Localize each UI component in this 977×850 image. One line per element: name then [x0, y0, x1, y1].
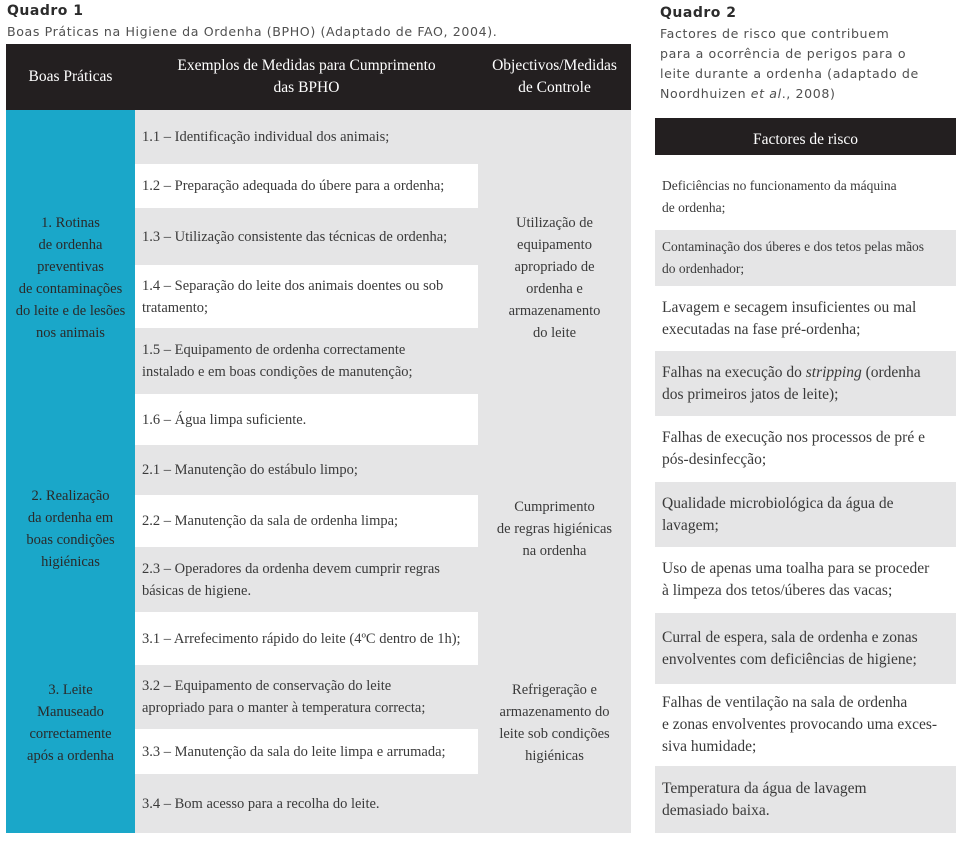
example-1-3: 1.3 – Utilização consistente das técnicas de ordenha;: [135, 208, 478, 265]
example-2-3: 2.3 – Operadores da ordenha devem cumprir regras básicas de higiene.: [135, 547, 478, 612]
example-2-1: 2.1 – Manutenção do estábulo limpo;: [135, 445, 478, 495]
header-exemplos: Exemplos de Medidas para Cumprimento das BPHO: [135, 44, 478, 110]
risk-9: Falhas de ventilação na sala de ordenha e zonas envolventes provocando uma exces- siva humidade;: [655, 684, 956, 766]
quadro1-caption: Boas Práticas na Higiene da Ordenha (BPHO) (Adaptado de FAO, 2004).: [7, 24, 498, 39]
practice-cell-3: 3. Leite Manuseado correctamente após a ordenha: [6, 612, 135, 833]
header-objectivos: Objectivos/Medidas de Controle: [478, 44, 631, 110]
risk-7: Uso de apenas uma toalha para se proceder à limpeza dos tetos/úberes das vacas;: [655, 547, 956, 613]
risk-6: Qualidade microbiológica da água de lavagem;: [655, 482, 956, 547]
example-1-1: 1.1 – Identificação individual dos animais;: [135, 110, 478, 164]
example-2-2: 2.2 – Manutenção da sala de ordenha limpa;: [135, 495, 478, 547]
risk-2: Contaminação dos úberes e dos tetos pelas mãos do ordenhador;: [655, 230, 956, 286]
example-1-4: 1.4 – Separação do leite dos animais doentes ou sob tratamento;: [135, 265, 478, 328]
example-1-2: 1.2 – Preparação adequada do úbere para a ordenha;: [135, 164, 478, 208]
risk-10: Temperatura da água de lavagem demasiado baixa.: [655, 766, 956, 833]
example-3-2: 3.2 – Equipamento de conservação do leite apropriado para o manter à temperatura correcta;: [135, 665, 478, 729]
header-factores-risco: Factores de risco: [655, 118, 956, 155]
risk-3: Lavagem e secagem insuficientes ou mal executadas na fase pré-ordenha;: [655, 286, 956, 351]
header-boas-praticas: Boas Práticas: [6, 44, 135, 110]
risk-4: Falhas na execução do stripping (ordenha dos primeiros jatos de leite);: [655, 351, 956, 416]
objective-cell-2: Cumprimento de regras higiénicas na ordenha: [478, 445, 631, 612]
example-3-1: 3.1 – Arrefecimento rápido do leite (4ºC dentro de 1h);: [135, 612, 478, 665]
quadro2-label: Quadro 2: [660, 5, 737, 21]
quadro1-label: Quadro 1: [7, 3, 84, 19]
practice-cell-1: 1. Rotinas de ordenha preventivas de contaminações do leite e de lesões nos animais: [6, 110, 135, 445]
quadro2-caption: Factores de risco que contribuem para a ocorrência de perigos para o leite durante a ordenha (adaptado de Noordhuizen et al., 2008): [660, 26, 919, 101]
risk-5: Falhas de execução nos processos de pré e pós-desinfecção;: [655, 416, 956, 482]
example-1-5: 1.5 – Equipamento de ordenha correctamente instalado e em boas condições de manutenção;: [135, 328, 478, 394]
example-1-6: 1.6 – Água limpa suficiente.: [135, 394, 478, 445]
objective-cell-3: Refrigeração e armazenamento do leite sob condições higiénicas: [478, 612, 631, 833]
objective-cell-1: Utilização de equipamento apropriado de ordenha e armazenamento do leite: [478, 110, 631, 445]
risk-1: Deficiências no funcionamento da máquina de ordenha;: [655, 163, 956, 230]
practice-cell-2: 2. Realização da ordenha em boas condições higiénicas: [6, 445, 135, 612]
risk-8: Curral de espera, sala de ordenha e zonas envolventes com deficiências de higiene;: [655, 613, 956, 684]
example-3-3: 3.3 – Manutenção da sala do leite limpa e arrumada;: [135, 729, 478, 774]
example-3-4: 3.4 – Bom acesso para a recolha do leite.: [135, 774, 478, 833]
